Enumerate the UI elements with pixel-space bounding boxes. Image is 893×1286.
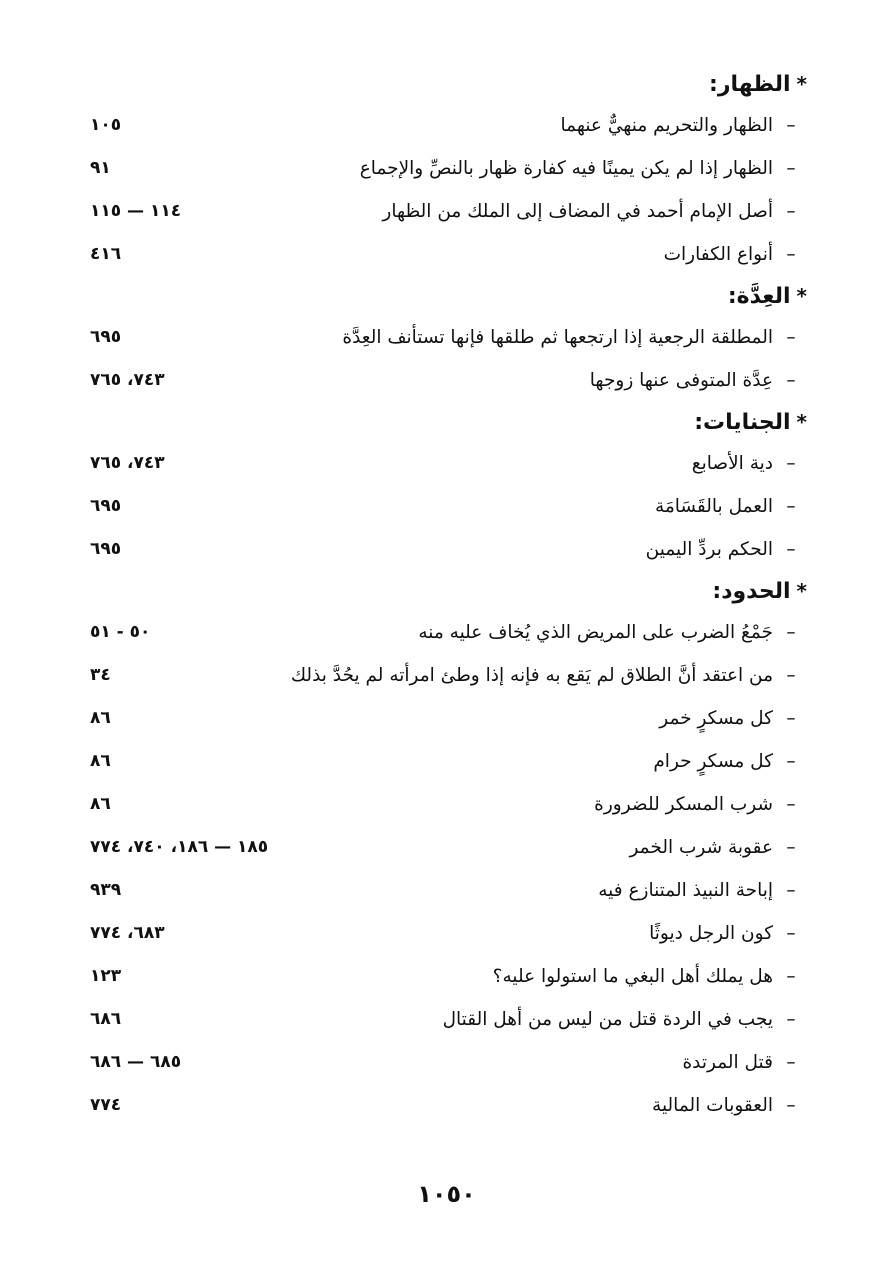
index-entry [86,442,807,485]
dash-bullet: – [786,665,796,686]
entry-pages: ١٢٣ [90,966,122,986]
entry-term: العقوبات المالية [652,1095,773,1116]
index-entry [86,485,807,528]
entry-pages: ٦٩٥ [90,327,122,347]
dash-bullet: – [786,1009,796,1030]
index-entry [86,912,807,955]
entry-pages: ٧٤٣، ٧٦٥ [90,370,165,390]
entry-term: كون الرجل ديوثًا [649,923,773,944]
index-entry [86,697,807,740]
index-entry [86,359,807,402]
entry-pages: ٦٨٥ — ٦٨٦ [90,1052,182,1072]
dash-bullet: – [786,751,796,772]
index-section [86,276,807,402]
entry-term: أنواع الكفارات [663,244,773,265]
subject-index [86,64,807,1127]
section-heading [86,64,807,104]
entry-pages: ٧٤٣، ٧٦٥ [90,453,165,473]
entry-term: إباحة النبيذ المتنازع فيه [598,880,773,901]
section-title: الجنايات: [694,410,791,435]
entry-term: شرب المسكر للضرورة [594,794,773,815]
index-section [86,64,807,276]
dash-bullet: – [786,708,796,729]
index-entry [86,190,807,233]
entry-term: دية الأصابع [691,453,773,474]
dash-bullet: – [786,1052,796,1073]
entry-term: عِدَّة المتوفى عنها زوجها [589,370,773,391]
entry-term: الحكم بردِّ اليمين [645,539,773,560]
entry-term: العمل بالقَسَامَة [654,496,773,517]
dash-bullet: – [786,115,796,136]
index-entry [86,611,807,654]
index-section [86,571,807,1127]
dash-bullet: – [786,370,796,391]
index-entry [86,528,807,571]
star-icon: * [796,72,807,96]
entry-pages: ٩١ [90,158,111,178]
entry-term: هل يملك أهل البغي ما استولوا عليه؟ [492,966,773,987]
entry-pages: ٦٨٦ [90,1009,122,1029]
entry-term: أصل الإمام أحمد في المضاف إلى الملك من الظهار [382,201,773,222]
entry-term: كل مسكرٍ حرام [653,751,773,772]
entry-pages: ٨٦ [90,794,111,814]
dash-bullet: – [786,794,796,815]
entry-pages: ٧٧٤ [90,1095,122,1115]
entry-pages: ٦٩٥ [90,496,122,516]
entry-term: الظهار والتحريم منهيٌّ عنهما [560,115,773,136]
dash-bullet: – [786,496,796,517]
dash-bullet: – [786,244,796,265]
entry-pages: ١٠٥ [90,115,122,135]
dash-bullet: – [786,837,796,858]
index-entry [86,998,807,1041]
dash-bullet: – [786,966,796,987]
dash-bullet: – [786,158,796,179]
section-heading [86,571,807,611]
index-entry [86,1041,807,1084]
entry-pages: ٩٣٩ [90,880,122,900]
dash-bullet: – [786,622,796,643]
section-heading [86,402,807,442]
dash-bullet: – [786,880,796,901]
dash-bullet: – [786,453,796,474]
entry-term: كل مسكرٍ خمر [659,708,773,729]
dash-bullet: – [786,327,796,348]
index-entry [86,147,807,190]
dash-bullet: – [786,201,796,222]
section-title: العِدَّة: [727,284,791,309]
entry-term: المطلقة الرجعية إذا ارتجعها ثم طلقها فإنها تستأنف العِدَّة [342,327,773,348]
entry-term: قتل المرتدة [682,1052,773,1073]
entry-pages: ٦٨٣، ٧٧٤ [90,923,165,943]
index-entry [86,316,807,359]
dash-bullet: – [786,923,796,944]
entry-pages: ٣٤ [90,665,111,685]
index-entry [86,955,807,998]
star-icon: * [796,284,807,308]
entry-term: الظهار إذا لم يكن يمينًا فيه كفارة ظهار بالنصِّ والإجماع [359,158,773,179]
entry-pages: ٨٦ [90,708,111,728]
index-entry [86,104,807,147]
entry-term: جَمْعُ الضرب على المريض الذي يُخاف عليه منه [418,622,773,643]
entry-term: عقوبة شرب الخمر [629,837,773,858]
entry-pages: ٨٦ [90,751,111,771]
page-number: ١٠٥٠ [417,1180,476,1208]
dash-bullet: – [786,1095,796,1116]
index-entry [86,869,807,912]
index-entry [86,654,807,697]
entry-term: من اعتقد أنَّ الطلاق لم يَقع به فإنه إذا وطئ امرأته لم يحُدَّ بذلك [290,665,773,686]
index-entry [86,783,807,826]
section-heading [86,276,807,316]
section-title: الحدود: [712,579,791,604]
entry-pages: ٦٩٥ [90,539,122,559]
section-title: الظهار: [709,72,791,97]
index-section [86,402,807,571]
index-entry [86,233,807,276]
entry-pages: ٥٠ - ٥١ [90,622,151,642]
entry-pages: ١١٤ — ١١٥ [90,201,182,221]
dash-bullet: – [786,539,796,560]
index-entry [86,1084,807,1127]
entry-pages: ٤١٦ [90,244,122,264]
index-entry [86,740,807,783]
star-icon: * [796,410,807,434]
entry-term: يجب في الردة قتل من ليس من أهل القتال [442,1009,773,1030]
star-icon: * [796,579,807,603]
entry-pages: ١٨٥ — ١٨٦، ٧٤٠، ٧٧٤ [90,837,269,857]
index-entry [86,826,807,869]
